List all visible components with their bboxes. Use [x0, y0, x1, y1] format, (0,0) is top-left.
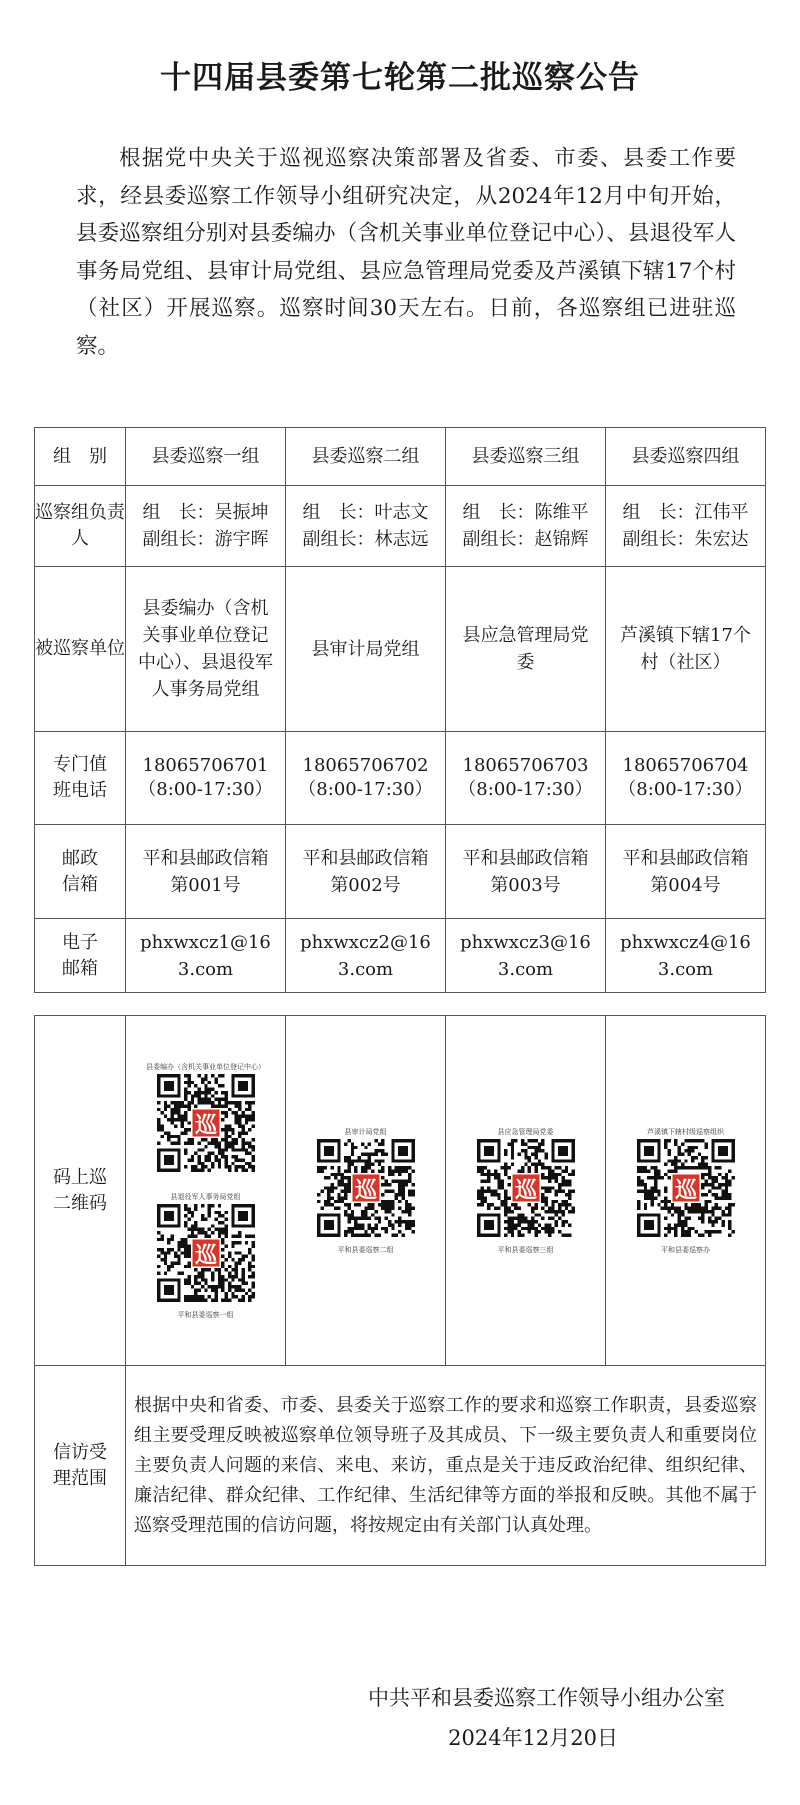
mailbox-4: 平和县邮政信箱第004号	[606, 825, 766, 919]
qr-code-icon[interactable]	[317, 1139, 415, 1237]
unit-4: 芦溪镇下辖17个村（社区）	[606, 567, 766, 732]
qr-badge-char: 巡	[514, 1177, 537, 1203]
phone-1: 18065706701	[142, 755, 269, 776]
qr-caption-2-top: 县审计局党组	[344, 1127, 387, 1136]
signature-org: 中共平和县委巡察工作领导小组办公室	[368, 1686, 725, 1710]
mailbox-1: 平和县邮政信箱第001号	[126, 825, 286, 919]
deputy-1: 副组长：游宇晖	[142, 529, 269, 550]
leader-4: 组 长：江伟平	[622, 502, 749, 523]
qr-badge-char: 巡	[194, 1112, 217, 1138]
qr-caption-3-bottom: 平和县委巡察三组	[497, 1245, 554, 1254]
qr-caption-1a: 县委编办（含机关事业单位登记中心）	[146, 1062, 265, 1071]
email-2[interactable]: phxwxcz2@163.com	[286, 919, 446, 993]
qr-caption-3-top: 县应急管理局党委	[497, 1127, 554, 1136]
hours-1: （8:00-17:30）	[138, 779, 273, 800]
qr-cell-3	[446, 1016, 606, 1366]
qr-cell-1	[126, 1016, 286, 1366]
row-label-unit: 被巡察单位	[35, 567, 126, 732]
deputy-2: 副组长：林志远	[302, 529, 429, 550]
table-row	[35, 825, 766, 919]
group-name-4: 县委巡察四组	[606, 428, 766, 486]
qr-caption-1-bottom: 平和县委巡察一组	[177, 1310, 234, 1319]
leader-cell-4	[606, 486, 766, 567]
phone-cell-4	[606, 732, 766, 825]
phone-3: 18065706703	[462, 755, 589, 776]
row-label-phone: 专门值班电话	[35, 732, 126, 825]
row-label-email: 电子邮箱	[35, 919, 126, 993]
hours-2: （8:00-17:30）	[298, 779, 433, 800]
qr-caption-1b: 县退役军人事务局党组	[170, 1192, 241, 1201]
table-row	[35, 732, 766, 825]
qr-block-2	[286, 1127, 445, 1255]
hours-3: （8:00-17:30）	[458, 779, 593, 800]
leader-2: 组 长：叶志文	[302, 502, 429, 523]
table-row	[35, 919, 766, 993]
qr-badge-char: 巡	[194, 1242, 217, 1268]
qr-block-3	[446, 1127, 605, 1255]
inspection-info-table	[34, 427, 766, 993]
qr-code-icon[interactable]	[157, 1074, 255, 1172]
email-3[interactable]: phxwxcz3@163.com	[446, 919, 606, 993]
email-4[interactable]: phxwxcz4@163.com	[606, 919, 766, 993]
table-row	[35, 1366, 766, 1566]
phone-cell-2	[286, 732, 446, 825]
leader-cell-3	[446, 486, 606, 567]
group-name-1: 县委巡察一组	[126, 428, 286, 486]
table-row	[35, 1016, 766, 1366]
qr-code-icon[interactable]	[157, 1204, 255, 1302]
phone-4: 18065706704	[622, 755, 749, 776]
unit-1: 县委编办（含机关事业单位登记中心）、县退役军人事务局党组	[126, 567, 286, 732]
qr-cell-4	[606, 1016, 766, 1366]
qr-caption-4-top: 芦溪镇下辖村级巡察组织	[647, 1127, 724, 1136]
row-label-qr: 码上巡二维码	[35, 1016, 126, 1366]
qr-code-icon[interactable]	[637, 1139, 735, 1237]
phone-cell-3	[446, 732, 606, 825]
unit-2: 县审计局党组	[286, 567, 446, 732]
intro-paragraph: 根据党中央关于巡视巡察决策部署及省委、市委、县委工作要求，经县委巡察工作领导小组研究决定，从2024年12月中旬开始，县委巡察组分别对县委编办（含机关事业单位登记中心）、县退役军人事务局党组、县审计局党组、县应急管理局党委及芦溪镇下辖17个村（社区）开展巡察。巡察时间30天左右。日前，各巡察组已进驻巡察。	[76, 146, 736, 359]
leader-cell-1	[126, 486, 286, 567]
mailbox-3: 平和县邮政信箱第003号	[446, 825, 606, 919]
qr-cell-2	[286, 1016, 446, 1366]
table-row	[35, 428, 766, 486]
table-row	[35, 486, 766, 567]
qr-block-1b	[126, 1192, 285, 1320]
email-1[interactable]: phxwxcz1@163.com	[126, 919, 286, 993]
leader-3: 组 长：陈维平	[462, 502, 589, 523]
row-label-leader: 巡察组负责人	[35, 486, 126, 567]
row-label-mailbox: 邮政信箱	[35, 825, 126, 919]
row-label-group: 组 别	[35, 428, 126, 486]
qr-caption-2-bottom: 平和县委巡察二组	[337, 1245, 394, 1254]
qr-block-4	[606, 1127, 765, 1255]
signature-date: 2024年12月20日	[448, 1726, 618, 1750]
deputy-3: 副组长：赵锦辉	[462, 529, 589, 550]
phone-2: 18065706702	[302, 755, 429, 776]
qr-caption-4-bottom: 平和县委巡察办	[661, 1245, 710, 1254]
leader-1: 组 长：吴振坤	[142, 502, 269, 523]
hours-4: （8:00-17:30）	[618, 779, 753, 800]
row-label-scope: 信访受理范围	[35, 1366, 126, 1566]
deputy-4: 副组长：朱宏达	[622, 529, 749, 550]
table-row	[35, 567, 766, 732]
phone-cell-1	[126, 732, 286, 825]
group-name-2: 县委巡察二组	[286, 428, 446, 486]
qr-and-scope-table	[34, 1015, 766, 1566]
qr-badge-char: 巡	[674, 1177, 697, 1203]
mailbox-2: 平和县邮政信箱第002号	[286, 825, 446, 919]
leader-cell-2	[286, 486, 446, 567]
qr-code-icon[interactable]	[477, 1139, 575, 1237]
qr-badge-char: 巡	[354, 1177, 377, 1203]
scope-text: 根据中央和省委、市委、县委关于巡察工作的要求和巡察工作职责，县委巡察组主要受理反映被巡察单位领导班子及其成员、下一级主要负责人和重要岗位主要负责人问题的来信、来电、来访，重点是关于违反政治纪律、组织纪律、廉洁纪律、群众纪律、工作纪律、生活纪律等方面的举报和反映。其他不属于巡察受理范围的信访问题，将按规定由有关部门认真处理。	[126, 1366, 766, 1566]
unit-3: 县应急管理局党委	[446, 567, 606, 732]
qr-block-1a	[126, 1062, 285, 1174]
page-title: 十四届县委第七轮第二批巡察公告	[160, 60, 640, 96]
group-name-3: 县委巡察三组	[446, 428, 606, 486]
